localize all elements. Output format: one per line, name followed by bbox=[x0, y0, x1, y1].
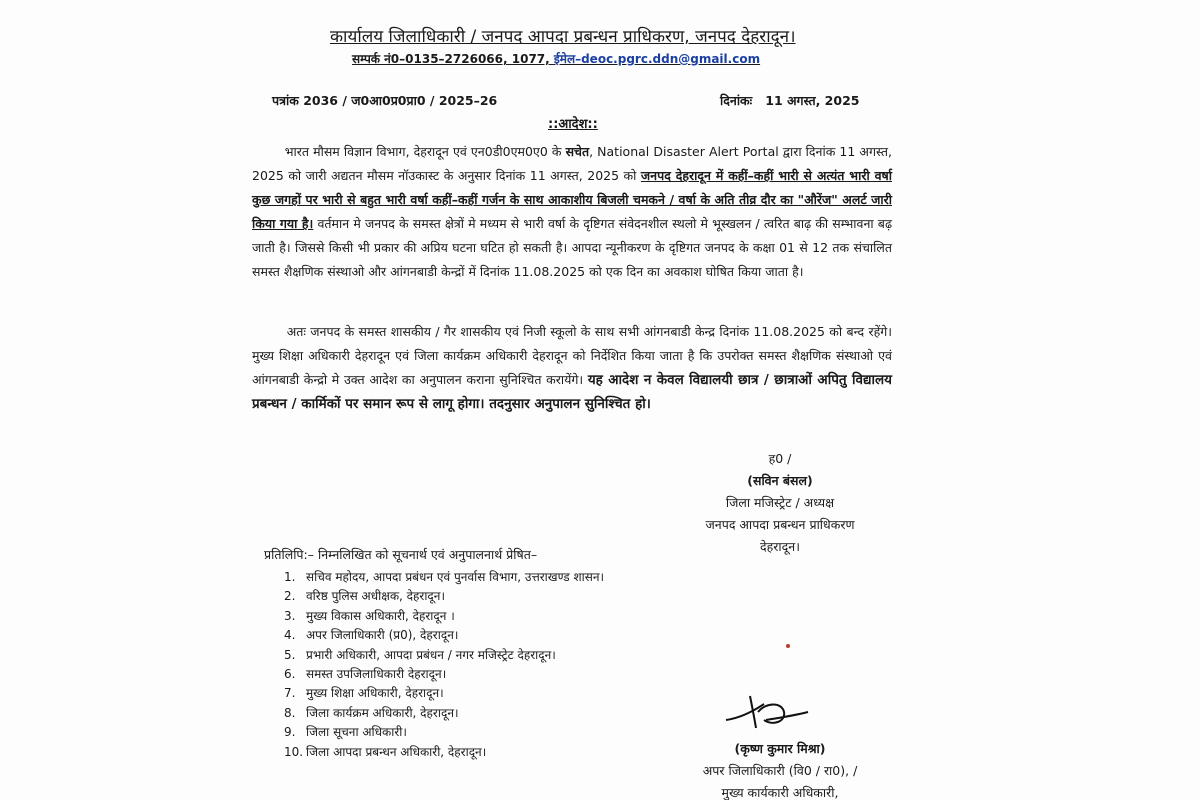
para1-text-a: भारत मौसम विज्ञान विभाग, देहरादून एवं एन0डी0एम0ए0 के bbox=[284, 144, 566, 159]
copy-to-item bbox=[284, 626, 604, 645]
copy-to-item-text: अपर जिलाधिकारी (प्र0), देहरादून। bbox=[306, 628, 459, 643]
signatory-designation: जिला मजिस्ट्रेट / अध्यक्ष bbox=[725, 495, 835, 510]
copy-to-item-text: मुख्य विकास अधिकारी, देहरादून । bbox=[306, 608, 455, 623]
signatory-place: देहरादून। bbox=[760, 539, 800, 554]
para1-alert-highlight: जनपद देहरादून में कहीं–कहीं भारी से अत्यंत भारी वर्षा कुछ जगहों पर भारी से बहुत भारी वर्षा कहीं–कहीं गर्जन के साथ आकाशीय बिजली चमकने / वर्षा के अति तीव्र दौर का "औरेंज" अलर्ट जारी किया गया है। bbox=[252, 168, 892, 231]
signatory-authority: जनपद आपदा प्रबन्धन प्राधिकरण bbox=[705, 517, 855, 532]
signature-block-adm bbox=[660, 738, 900, 800]
copy-to-item bbox=[284, 723, 604, 742]
letter-date bbox=[720, 92, 859, 109]
copy-to-item-text: मुख्य शिक्षा अधिकारी, देहरादून। bbox=[306, 686, 444, 701]
date-label: दिनांकः bbox=[720, 93, 753, 108]
para1-text-c: वर्तमान मे जनपद के समस्त क्षेत्रों मे मध्यम से भारी वर्षा के दृष्टिगत संवेदनशील स्थलो मे भूस्खलन / त्वरित बाढ़ की सम्भावना बढ़ जाती है। जिससे किसी भी प्रकार की अप्रिय घटना घटित हो सकती है। आपदा न्यूनीकरण के दृष्टिगत जनपद के कक्षा 01 से 12 तक संचालित समस्त शैक्षणिक संस्थाओ और आंगनबाडी केन्द्रों में दिनांक 11.08.2025 को एक दिन का अवकाश घोषित किया जाता है। bbox=[252, 216, 892, 279]
copy-to-item bbox=[284, 743, 604, 762]
contact-email: ईमेल–deoc.pgrc.ddn@gmail.com bbox=[553, 52, 761, 66]
para1-text-b: , National Disaster Alert Portal द्वारा दिनांक 11 अगस्त, 2025 को जारी अद्यतन मौसम नॉउकास्ट के अनुसार दिनांक 11 अगस्त, 2025 को bbox=[252, 144, 892, 183]
copy-to-item-number: 7. bbox=[284, 686, 296, 701]
sign-mark: ह0 / bbox=[768, 451, 792, 466]
para1-sachet: सचेत bbox=[565, 144, 590, 159]
copy-to-item-number: 5. bbox=[284, 647, 296, 662]
copy-to-item-text: जिला कार्यक्रम अधिकारी, देहरादून। bbox=[306, 705, 459, 720]
order-paragraph-1 bbox=[252, 140, 892, 284]
copy-to-item bbox=[284, 568, 604, 587]
para2-applicability: यह आदेश न केवल विद्यालयी छात्र / छात्राओं अपितु विद्यालय प्रबन्धन / कार्मिकों पर समान रूप से लागू होगा। तदनुसार अनुपालन सुनिश्चित हो। bbox=[252, 372, 892, 412]
adm-name: (कृष्ण कुमार मिश्रा) bbox=[734, 741, 826, 756]
copy-to-item-number: 1. bbox=[284, 570, 296, 584]
copy-to-item-number: 6. bbox=[284, 667, 296, 682]
office-title: कार्यालय जिलाधिकारी / जनपद आपदा प्रबन्धन प्राधिकरण, जनपद देहरादून। bbox=[330, 27, 796, 47]
red-dot-mark bbox=[786, 644, 790, 648]
adm-designation-2: मुख्य कार्यकारी अधिकारी, bbox=[721, 785, 839, 800]
copy-to-item bbox=[284, 704, 604, 723]
order-paragraph-2 bbox=[252, 320, 892, 416]
copy-to-item-number: 4. bbox=[284, 628, 296, 643]
copy-to-item bbox=[284, 607, 604, 626]
copy-to-item bbox=[284, 587, 604, 606]
copy-to-item-number: 3. bbox=[284, 608, 296, 623]
contact-line bbox=[352, 50, 760, 67]
copy-to-item-text: समस्त उपजिलाधिकारी देहरादून। bbox=[306, 667, 447, 682]
copy-to-item bbox=[284, 665, 604, 684]
copy-to-item-text: जिला आपदा प्रबन्धन अधिकारी, देहरादून। bbox=[306, 744, 487, 759]
signatory-name: (सविन बंसल) bbox=[747, 473, 813, 488]
date-value: 11 अगस्त, 2025 bbox=[765, 93, 860, 108]
copy-to-item-number: 8. bbox=[284, 705, 296, 720]
copy-to-intro: प्रतिलिपि:– निम्नलिखित को सूचनार्थ एवं अनुपालनार्थ प्रेषित– bbox=[264, 547, 538, 562]
copy-to-item-text: प्रभारी अधिकारी, आपदा प्रबंधन / नगर मजिस्ट्रेट देहरादून। bbox=[306, 647, 556, 662]
copy-to-item-number: 2. bbox=[284, 589, 296, 604]
copy-to-item-text: जिला सूचना अधिकारी। bbox=[306, 725, 407, 740]
letter-number: पत्रांक 2036 / ज0आ0प्र0प्रा0 / 2025–26 bbox=[272, 93, 498, 108]
copy-to-item-text: सचिव महोदय, आपदा प्रबंधन एवं पुनर्वास विभाग, उत्तराखण्ड शासन। bbox=[306, 570, 605, 584]
copy-to-item bbox=[284, 646, 604, 665]
copy-to-item-text: वरिष्ठ पुलिस अधीक्षक, देहरादून। bbox=[306, 589, 446, 604]
copy-to-item-number: 10. bbox=[284, 744, 304, 759]
para2-text: अतः जनपद के समस्त शासकीय / गैर शासकीय एवं निजी स्कूलो के साथ सभी आंगनबाडी केन्द्र दिनांक 11.08.2025 को बन्द रहेंगे। मुख्य शिक्षा अधिकारी देहरादून एवं जिला कार्यक्रम अधिकारी देहरादून को निर्देशित किया जाता है कि उपरोक्त समस्त शैक्षणिक संस्थाओ एवं आंगनबाडी केन्द्रो मे उक्त आदेश का अनुपालन कराना सुनिश्चित करायेंगे। bbox=[252, 324, 892, 387]
adm-designation: अपर जिलाधिकारी (वि0 / रा0), / bbox=[702, 763, 858, 778]
copy-to-list bbox=[284, 568, 604, 762]
copy-to-item bbox=[284, 684, 604, 703]
signature-block-dm bbox=[660, 448, 900, 558]
handwritten-signature bbox=[722, 690, 812, 736]
contact-phone: सम्पर्क नं0–0135–2726066, 1077, bbox=[352, 52, 550, 66]
order-heading: ::आदेश:: bbox=[548, 117, 598, 132]
copy-to-item-number: 9. bbox=[284, 725, 296, 740]
